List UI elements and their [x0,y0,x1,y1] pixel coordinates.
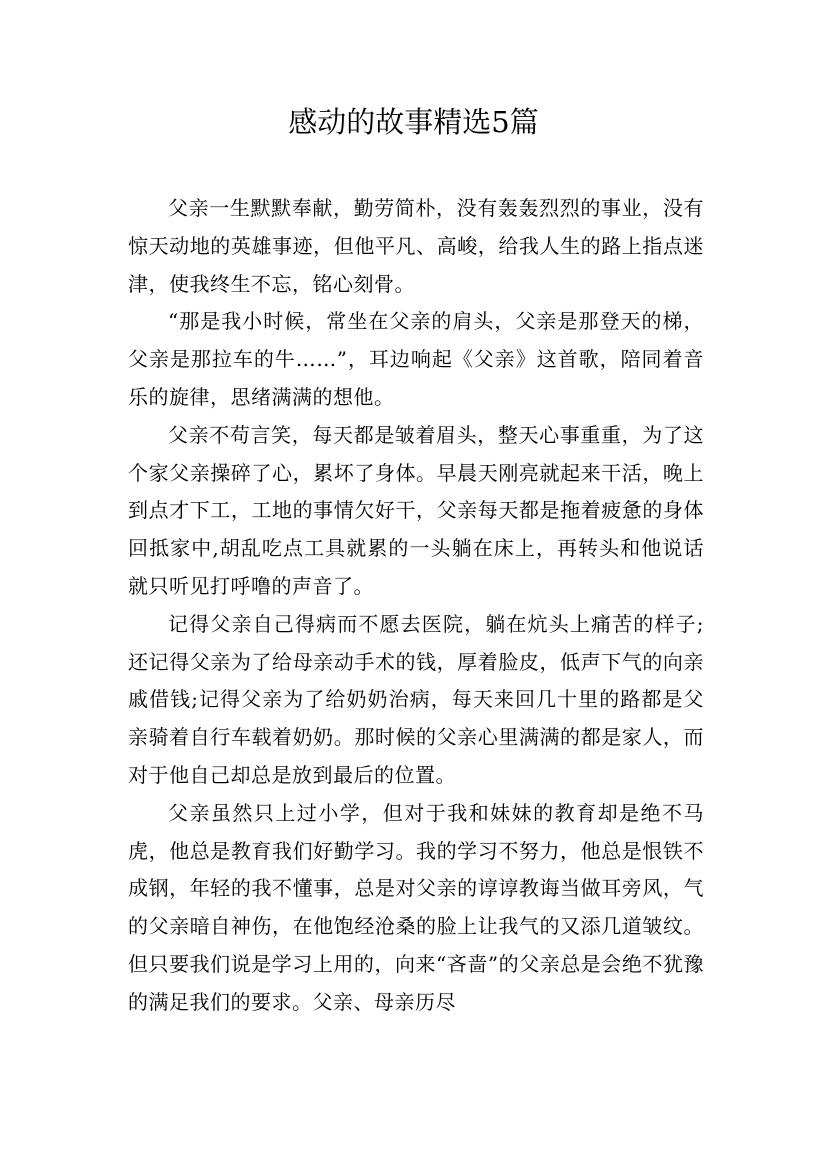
document-body [128,190,704,1022]
document-title: 感动的故事精选5篇 [288,105,539,139]
paragraph: 父亲不苟言笑，每天都是皱着眉头，整天心事重重，为了这个家父亲操碎了心，累坏了身体。早晨天刚亮就起来干活，晚上到点才下工，工地的事情欠好干，父亲每天都是拖着疲惫的身体回抵家中,胡乱吃点工具就累的一头躺在床上，再转头和他说话就只听见打呼噜的声音了。 [128,422,704,598]
paragraph: 父亲虽然只上过小学，但对于我和妹妹的教育却是绝不马虎，他总是教育我们好勤学习。我的学习不努力，他总是恨铁不成钢，年轻的我不懂事，总是对父亲的谆谆教诲当做耳旁风，气的父亲暗自神伤，在他饱经沧桑的脸上让我气的又添几道皱纹。但只要我们说是学习上用的，向来“吝啬”的父亲总是会绝不犹豫的满足我们的要求。父亲、母亲历尽 [128,800,704,1014]
paragraph: “那是我小时候，常坐在父亲的肩头，父亲是那登天的梯，父亲是那拉车的牛……”，耳边响起《父亲》这首歌，陪同着音乐的旋律，思绪满满的想他。 [128,309,704,409]
paragraph: 父亲一生默默奉献，勤劳简朴，没有轰轰烈烈的事业，没有惊天动地的英雄事迹，但他平凡、高峻，给我人生的路上指点迷津，使我终生不忘，铭心刻骨。 [128,196,704,296]
paragraph: 记得父亲自己得病而不愿去医院，躺在炕头上痛苦的样子;还记得父亲为了给母亲动手术的钱，厚着脸皮，低声下气的向亲戚借钱;记得父亲为了给奶奶治病，每天来回几十里的路都是父亲骑着自行车载着奶奶。那时候的父亲心里满满的都是家人，而对于他自己却总是放到最后的位置。 [128,611,704,787]
